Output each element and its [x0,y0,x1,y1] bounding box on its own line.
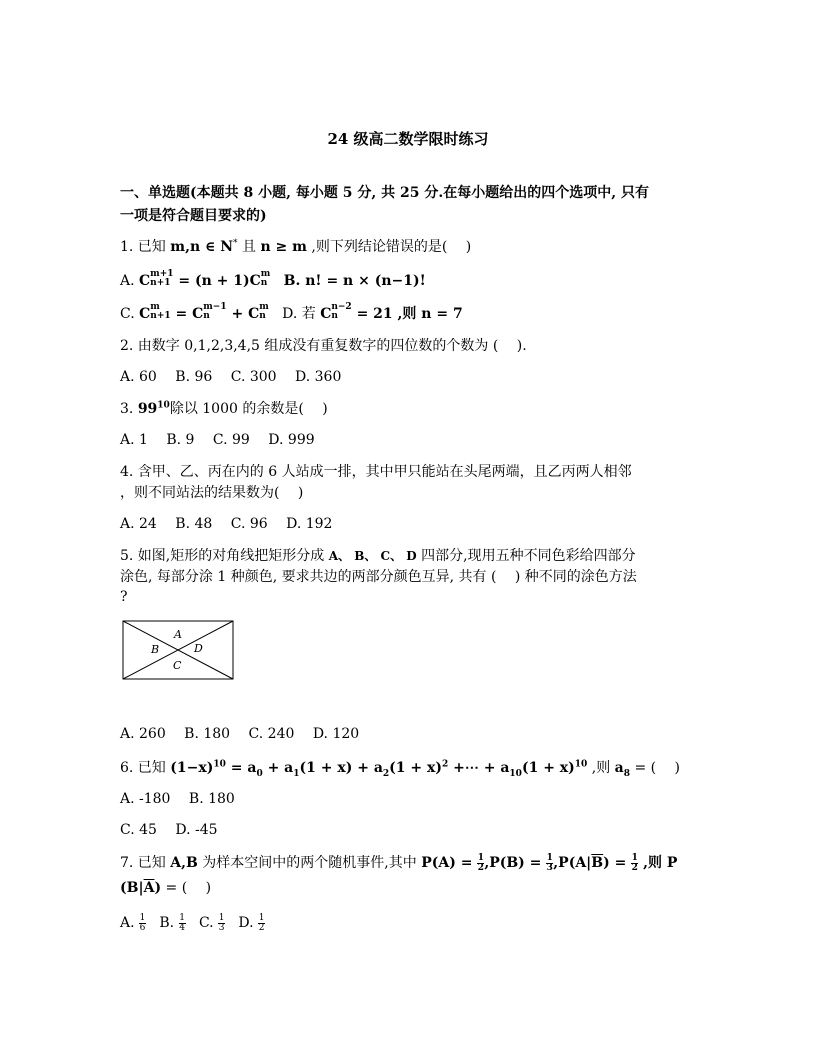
question-2-stem: 2. 由数字 0,1,2,3,4,5 组成没有重复数字的四位数的个数为 ( ). [120,338,527,354]
figure-label-c: C [173,659,182,672]
q1-option-b: B. n! = n × (n−1)! [283,273,426,289]
page-title: 24 级高二数学限时练习 [327,130,489,148]
q6-ask: = ( ) [630,760,681,776]
q1-mid: 且 [237,239,261,255]
question-6-options-ab: A. -180 B. 180 [120,791,235,807]
figure-label-d: D [194,642,203,655]
q6-formula: $(1-x)^{10} = a_0 + a_1(1 + x) + a_2(1 + x)^2$ +⋯ + $a_{10}(1 + x)^{10}$ [170,759,588,779]
rectangle-diagonal-figure [122,620,234,680]
q3-exponent: 10 [157,400,170,411]
figure-label-a: A [174,628,182,641]
q1-option-d-pre: D. 若 [282,306,321,322]
q1-post: ,则下列结论错误的是( ) [306,239,472,255]
q1-option-a-label: A. [120,273,140,289]
question-3-stem: 3. $99^{10}$除以 1000 的余数是( ) [120,400,328,417]
question-5-options: A. 260 B. 180 C. 240 D. 120 [120,726,360,742]
q1-star: * [233,238,238,249]
question-3-options: A. 1 B. 9 C. 99 D. 999 [120,432,315,448]
question-7-stem-line2 [120,878,211,898]
figure-label-b: B [151,643,160,656]
q5-line1-pre: 5. 如图,矩形的对角线把矩形分成 [120,548,329,564]
question-5-stem-line2: 涂色, 每部分涂 1 种颜色, 要求共边的两部分颜色互异, 共有 ( ) 种不同的涂色方法 [120,569,637,585]
question-4-options: A. 24 B. 48 C. 96 D. 192 [120,516,333,532]
q1-option-a-formula: C m+1 n+1 = (n + 1)C m n [139,269,271,289]
question-1-stem [120,237,471,257]
q7-option-c-label: C. [198,915,219,931]
q1-option-d-post: = 21 ,则 n = 7 [351,306,463,322]
q7-option-a-label: A. [120,915,140,931]
section-heading-line2: 一项是符合题目要求的) [120,208,267,224]
q7-ask-expression: $(B|\overline{A})$ [120,880,162,896]
q5-regions: A、 B、 C、 D [328,549,417,563]
q7-post: ,则 P [638,855,678,871]
question-2-options: A. 60 B. 96 C. 300 D. 360 [120,369,342,385]
q7-mid: 为样本空间中的两个随机事件,其中 [197,855,422,871]
q7-line2-post: = ( ) [161,880,212,896]
section-heading-line1: 一、单选题(本题共 8 小题, 每小题 5 分, 共 25 分.在每小题给出的四个选项中, 只有 [120,185,649,201]
q7-option-c-value: $\frac{1}{3}$ [218,912,225,933]
question-4-stem-line1: 4. 含甲、乙、丙在内的 6 人站成一排，其中甲只能站在头尾两端，且乙丙两人相邻 [120,464,632,480]
question-1-options-cd [120,304,463,324]
q7-option-a-value: $\frac{1}{6}$ [139,912,146,933]
q6-target: $a_8$ [614,760,631,779]
q7-option-b-value: $\frac{1}{4}$ [179,912,185,933]
question-1-options-ab [120,271,426,291]
question-7-options [120,913,265,933]
q6-post: ,则 [587,760,615,776]
q1-option-d-formula: C n−2 n [320,302,352,322]
q7-option-d-label: D. [238,915,259,931]
q7-option-b-label: B. [159,915,179,931]
q6-pre: 6. 已知 [120,760,171,776]
q1-option-c-formula: C m n+1 = C m−1 n + C m n [139,302,269,322]
q1-option-c-label: C. [120,306,140,322]
question-5-stem-line3: ? [120,589,128,605]
q1-pre: 1. 已知 [120,239,171,255]
question-5-stem-line1 [120,546,636,566]
q3-text: 除以 1000 的余数是( ) [169,401,328,417]
q1-condition2: n ≥ m [260,239,307,255]
q7-probabilities: P(A) = $\frac{1}{2}$ ,P(B) = $\frac{1}{3}$ $,P(A|\overline{B})$ = $\frac{1}{2}$ [421,852,638,873]
question-4-stem-line2: ，则不同站法的结果数为( ) [120,485,304,501]
q5-line1-post: 四部分,现用五种不同色彩给四部分 [416,548,636,564]
question-6-stem [120,758,680,778]
q7-option-d-value: $\frac{1}{2}$ [258,912,265,933]
q7-pre: 7. 已知 [120,855,171,871]
q3-base: 99 [137,401,158,417]
question-6-options-cd: C. 45 D. -45 [120,822,218,838]
q7-events: A,B [170,855,198,871]
q1-condition: m,n ∈ N [170,239,234,255]
question-7-stem-line1 [120,853,677,873]
